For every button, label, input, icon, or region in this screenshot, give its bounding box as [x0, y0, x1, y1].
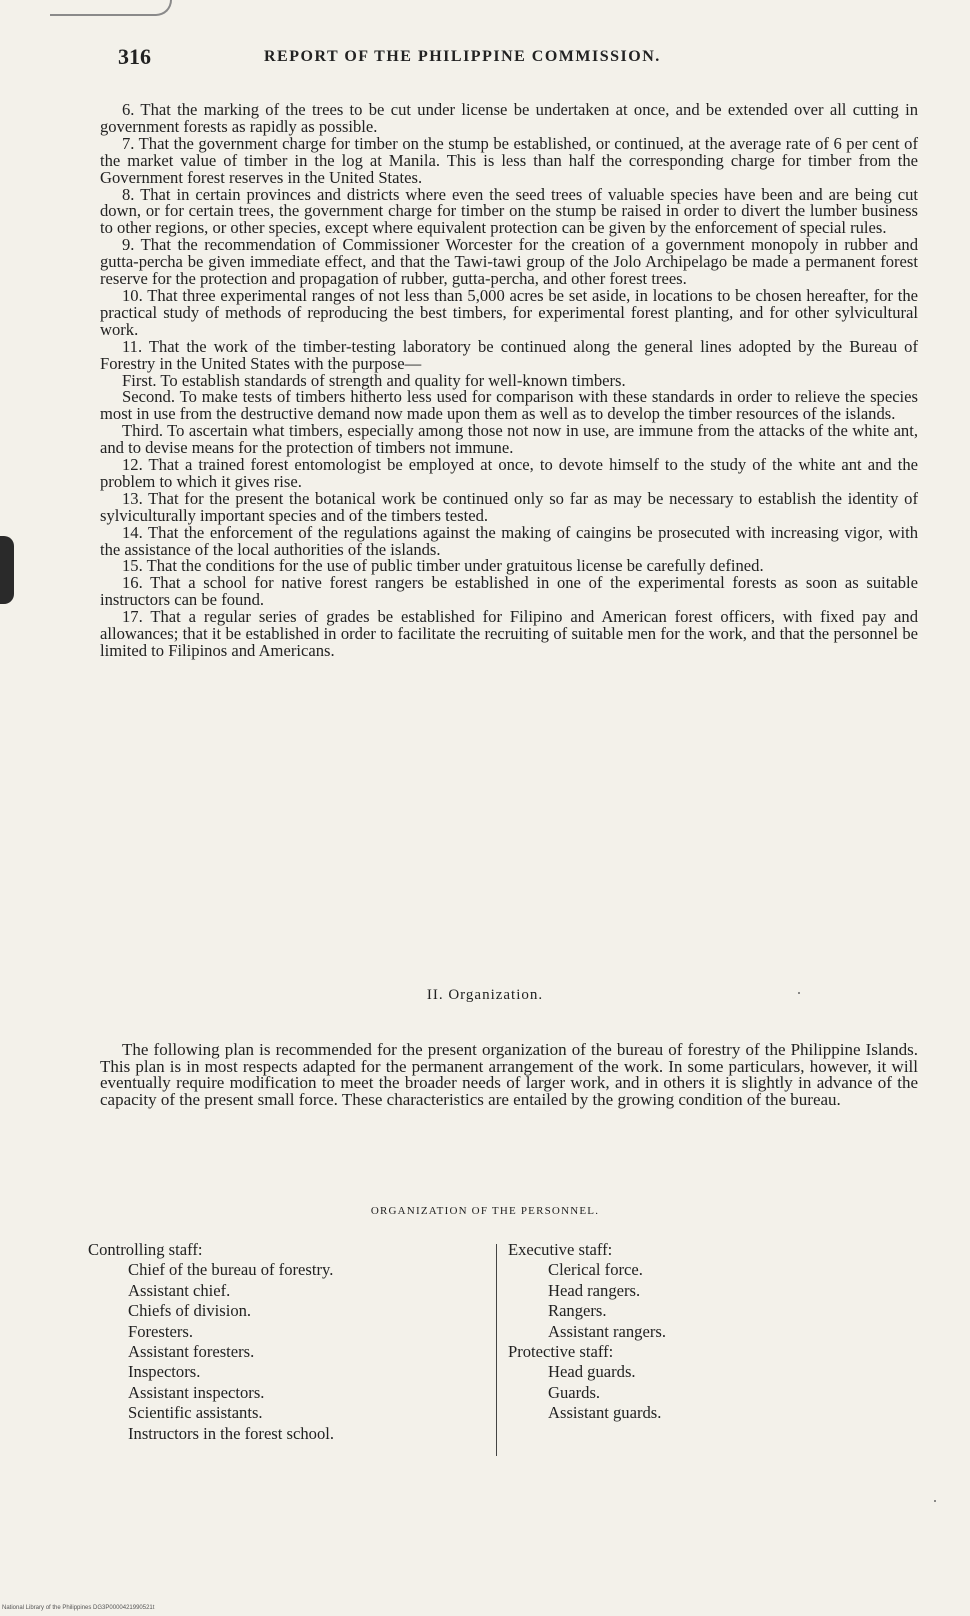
recommendation-9: 9. That the recommendation of Commissioner Worcester for the creation of a government monopoly in rubber and gutta-percha be given immediate effect, and that the Tawi-tawi group of the Jolo Archipelago be made a permanent forest reserve for the protection and propagation of rubber, gutta-percha, and other forest trees. [100, 235, 918, 289]
scan-footer-label: National Library of the Philippines DG3P0000421990521t [2, 1605, 155, 1611]
page-header [118, 44, 918, 74]
recommendation-8: 8. That in certain provinces and districts where even the seed trees of valuable species have been and are being cut down, or for certain trees, the government charge for timber on the stump be raised in order to divert the lumber business to other regions, or other species, except where equivalent protection can be given by the enforcement of special rules. [100, 184, 918, 238]
list-item: Rangers. [548, 1301, 607, 1321]
protective-staff-title: Protective staff: [508, 1342, 614, 1362]
protective-staff-group [508, 1342, 808, 1424]
list-item: Head rangers. [548, 1280, 641, 1300]
recommendation-6: 6. That the marking of the trees to be cut under license be undertaken at once, and be extended over all cutting in government forests as rapidly as possible. [100, 100, 918, 136]
controlling-staff-title: Controlling staff: [88, 1240, 203, 1259]
scan-speck [934, 1500, 936, 1502]
recommendation-17: 17. That a regular series of grades be established for Filipino and American forest officers, with fixed pay and allowances; that it be established in order to facilitate the recruiting of suitable men for the work, and that the personnel be limited to Filipinos and Americans. [100, 607, 918, 660]
purpose-second: Second. To make tests of timbers hitherto less used for comparison with these standards in order to relieve the species most in use from the destructive demand now made upon them as well as to develop the timber resources of the islands. [100, 387, 918, 424]
list-item: Assistant foresters. [128, 1342, 255, 1362]
list-item: Guards. [548, 1382, 601, 1402]
list-item: Assistant rangers. [548, 1321, 666, 1341]
list-item: Instructors in the forest school. [128, 1423, 334, 1443]
organization-intro: The following plan is recommended for the present organization of the bureau of forestry of the Philippine Islands. This plan is in most respects adapted for the permanent arrangement of the work. In some particulars, however, it will eventually require modification to meet the broader needs of larger work, and in others it is slightly in advance of the capacity of the present small force. These characteristics are entailed by the growing condition of the bureau. [100, 1040, 918, 1109]
list-item: Scientific assistants. [128, 1403, 263, 1423]
running-title: REPORT OF THE PHILIPPINE COMMISSION. [264, 48, 661, 65]
recommendation-12: 12. That a trained forest entomologist be employed at once, to devote himself to the study of the white ant and the problem to which it gives rise. [100, 455, 918, 491]
list-item: Assistant guards. [548, 1403, 662, 1423]
protective-staff-list [508, 1362, 808, 1423]
list-item: Clerical force. [548, 1260, 643, 1280]
scan-corner-mark [50, 0, 172, 16]
purpose-third: Third. To ascertain what timbers, especially among those not now in use, are immune from the attacks of the white ant, and to devise means for the protection of timbers not immune. [100, 421, 918, 458]
list-item: Head guards. [548, 1362, 636, 1382]
recommendation-7: 7. That the government charge for timber on the stump be established, or continued, at the average rate of 6 per cent of the market value of timber in the log at Manila. This is less than half the corresponding charge for timber from the Government forest reserves in the United States. [100, 133, 918, 187]
section-heading-organization: II. Organization. [426, 987, 544, 1003]
list-item: Assistant inspectors. [128, 1382, 265, 1402]
recommendation-11: 11. That the work of the timber-testing laboratory be continued along the general lines adopted by the Bureau of Forestry in the United States with the purpose— [100, 336, 918, 373]
page-number: 316 [118, 44, 151, 69]
executive-staff-title: Executive staff: [508, 1240, 613, 1259]
list-item: Chief of the bureau of forestry. [128, 1260, 334, 1280]
personnel-subheading: ORGANIZATION OF THE PERSONNEL. [370, 1205, 600, 1217]
column-divider [496, 1244, 497, 1456]
list-item: Assistant chief. [128, 1280, 231, 1300]
scan-edge-blot [0, 536, 14, 604]
recommendation-10: 10. That three experimental ranges of not less than 5,000 acres be set aside, in locations to be chosen hereafter, for the practical study of methods of reproducing the best timbers, for experimental forest planting, and for other sylvicultural work. [100, 285, 918, 339]
recommendations-list [100, 102, 918, 660]
list-item: Inspectors. [128, 1362, 201, 1382]
executive-staff-list [508, 1260, 808, 1342]
controlling-staff-column [88, 1240, 488, 1444]
recommendation-13: 13. That for the present the botanical work be continued only so far as may be necessary to establish the identity of sylviculturally important species and of the timbers tested. [100, 488, 918, 525]
recommendation-15: 15. That the conditions for the use of public timber under gratuitous license be carefully defined. [122, 556, 764, 576]
executive-staff-group [508, 1240, 808, 1342]
purpose-first: First. To establish standards of strength and quality for well-known timbers. [122, 370, 626, 390]
controlling-staff-list [88, 1260, 488, 1444]
recommendation-14: 14. That the enforcement of the regulations against the making of caingins be prosecuted with increasing vigor, with the assistance of the local authorities of the islands. [100, 522, 918, 559]
executive-protective-column [508, 1240, 808, 1424]
scan-speck [798, 992, 800, 994]
list-item: Chiefs of division. [128, 1301, 252, 1321]
list-item: Foresters. [128, 1321, 193, 1341]
recommendation-16: 16. That a school for native forest rangers be established in one of the experimental forests as soon as suitable instructors can be found. [100, 573, 918, 610]
